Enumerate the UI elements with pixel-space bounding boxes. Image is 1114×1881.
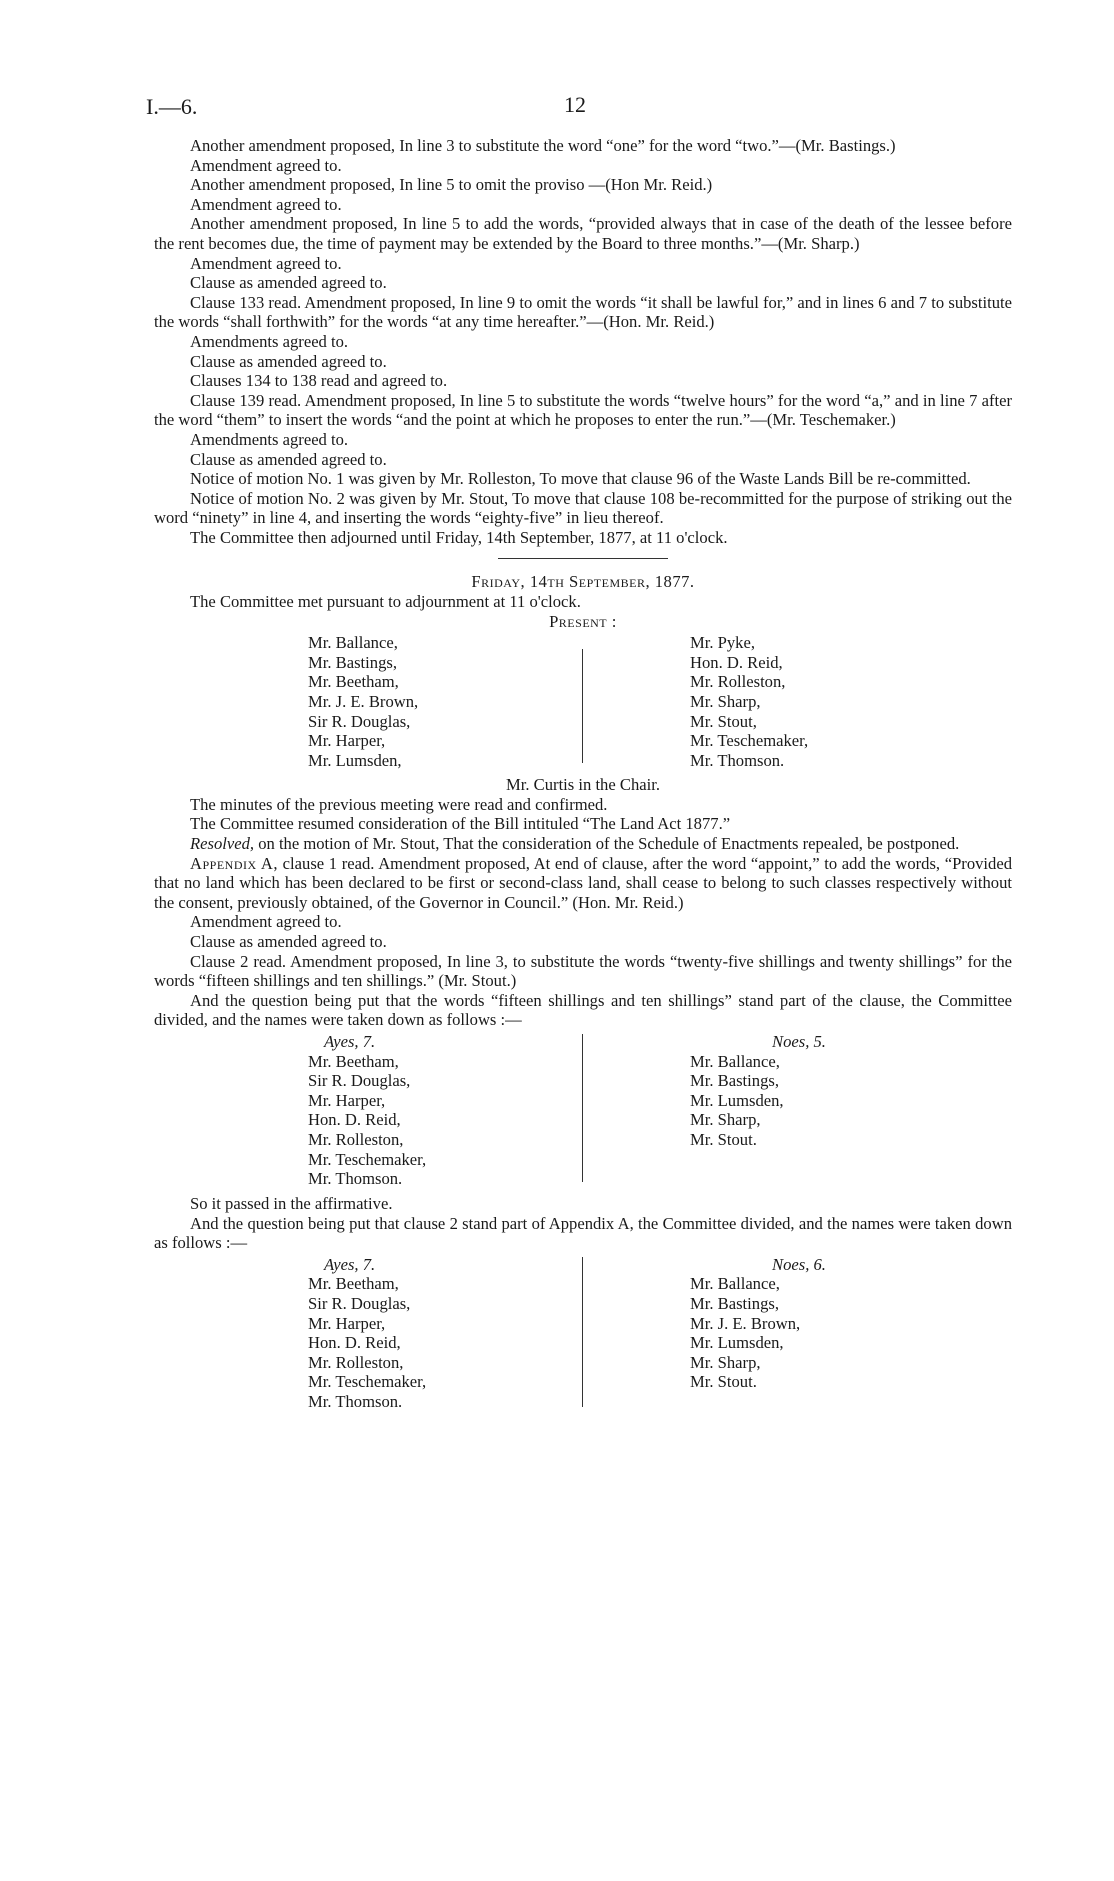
member-name: Mr. Beetham, xyxy=(308,1274,399,1294)
column-divider xyxy=(582,1034,583,1182)
member-name: Hon. D. Reid, xyxy=(690,652,783,672)
member-name: Mr. Bastings, xyxy=(690,1071,779,1091)
member-name: Mr. Thomson. xyxy=(690,750,785,770)
noes-label: Noes, 5. xyxy=(772,1031,826,1051)
date-heading: Friday, 14th September, 1877. xyxy=(471,572,695,592)
member-name: Mr. Teschemaker, xyxy=(308,1372,427,1392)
member-name: Mr. Beetham, xyxy=(308,1051,399,1071)
paragraph: Clause 139 read. Amendment proposed, In line 5 to substitute the words “twelve hours” for the word “a,” and in line 7 after the word “them” to insert the words “and the point at which he proposes to enter the run.”—(Mr. Teschemaker.) xyxy=(154,390,1012,430)
paragraph: Clause as amended agreed to. xyxy=(190,273,387,293)
minutes-body xyxy=(154,136,1012,1417)
resolved-label: Resolved, xyxy=(190,834,255,854)
member-name: Mr. Harper, xyxy=(308,1090,386,1110)
member-name: Sir R. Douglas, xyxy=(308,1293,411,1313)
division-1 xyxy=(154,1032,1012,1192)
ayes-label: Ayes, 7. xyxy=(324,1031,376,1051)
member-name: Mr. Ballance, xyxy=(690,1051,780,1071)
ayes-column xyxy=(308,1255,426,1412)
paragraph: Notice of motion No. 2 was given by Mr. Stout, To move that clause 108 be-recommitted for the purpose of striking out the word “ninety” in line 4, and inserting the words “eighty-five” in lieu thereof. xyxy=(154,488,1012,528)
member-name: Mr. Thomson. xyxy=(308,1169,403,1189)
paragraph: Amendments agreed to. xyxy=(190,429,349,449)
paragraph: Clause as amended agreed to. xyxy=(190,351,387,371)
paragraph: Another amendment proposed, In line 5 to add the words, “provided always that in case of the death of the lessee before the rent becomes due, the time of payment may be extended by the Board to three months.”—(Mr. Sharp.) xyxy=(154,214,1012,253)
paragraph: Clause as amended agreed to. xyxy=(190,449,387,469)
meeting-line: The Committee met pursuant to adjournment at 11 o'clock. xyxy=(190,592,581,612)
paragraph: The minutes of the previous meeting were read and confirmed. xyxy=(190,794,608,814)
column-divider xyxy=(582,1257,583,1407)
appendix-paragraph xyxy=(154,854,1012,913)
member-name: Mr. J. E. Brown, xyxy=(690,1313,801,1333)
paragraph: The Committee then adjourned until Friday, 14th September, 1877, at 11 o'clock. xyxy=(190,527,728,547)
paragraph: So it passed in the affirmative. xyxy=(190,1193,393,1213)
paragraph: Clause 133 read. Amendment proposed, In line 9 to omit the words “it shall be lawful for,” and in lines 6 and 7 to substitute the words “shall forthwith” for the words “at any time hereafter.”—(Hon. Mr. Reid.) xyxy=(154,292,1012,332)
member-name: Mr. Teschemaker, xyxy=(308,1149,427,1169)
paragraph: Another amendment proposed, In line 5 to omit the proviso —(Hon Mr. Reid.) xyxy=(190,175,713,195)
member-name: Mr. Stout, xyxy=(690,711,757,731)
member-name: Mr. Sharp, xyxy=(690,692,761,712)
member-name: Mr. Stout. xyxy=(690,1372,757,1392)
appendix-text: clause 1 read. Amendment proposed, At end of clause, after the word “appoint,” to add the words, “Provided that no land which has been declared to be first or second-class land, shall cease to belong to such classes respectively without the consent, previously obtained, of the Governor in Council.” (Hon. Mr. Reid.) xyxy=(154,853,1012,912)
member-name: Mr. J. E. Brown, xyxy=(308,692,419,712)
member-name: Sir R. Douglas, xyxy=(308,711,411,731)
member-name: Hon. D. Reid, xyxy=(308,1110,401,1130)
member-name: Mr. Lumsden, xyxy=(308,750,402,770)
paragraph: Amendments agreed to. xyxy=(190,331,349,351)
present-right-column xyxy=(690,633,808,770)
member-name: Mr. Rolleston, xyxy=(690,672,786,692)
paper-reference: I.—6. xyxy=(146,94,198,119)
paragraph: Amendment agreed to. xyxy=(190,194,342,214)
resolved-text: on the motion of Mr. Stout, That the consideration of the Schedule of Enactments repealed, be postponed. xyxy=(254,834,960,854)
paragraph: Notice of motion No. 1 was given by Mr. Rolleston, To move that clause 96 of the Waste Lands Bill be re-committed. xyxy=(190,469,971,489)
member-name: Mr. Harper, xyxy=(308,731,386,751)
paragraph: Clause as amended agreed to. xyxy=(190,932,387,951)
member-name: Mr. Lumsden, xyxy=(690,1333,784,1353)
member-name: Mr. Ballance, xyxy=(690,1274,780,1294)
member-name: Mr. Harper, xyxy=(308,1313,386,1333)
member-name: Mr. Sharp, xyxy=(690,1110,761,1130)
paragraph: And the question being put that clause 2 stand part of Appendix A, the Committee divided, and the names were taken down as follows :— xyxy=(154,1213,1012,1253)
paragraph: And the question being put that the words “fifteen shillings and ten shillings” stand part of the clause, the Committee divided, and the names were taken down as follows :— xyxy=(154,990,1012,1030)
member-name: Mr. Teschemaker, xyxy=(690,731,809,751)
paragraph: Amendment agreed to. xyxy=(190,912,342,932)
member-name: Mr. Thomson. xyxy=(308,1391,403,1411)
member-name: Mr. Lumsden, xyxy=(690,1090,784,1110)
member-name: Mr. Rolleston, xyxy=(308,1352,404,1372)
resolution-paragraph xyxy=(154,834,1012,854)
page-number: 12 xyxy=(564,92,586,117)
member-name: Hon. D. Reid, xyxy=(308,1333,401,1353)
member-name: Mr. Ballance, xyxy=(308,633,398,653)
member-name: Mr. Bastings, xyxy=(690,1293,779,1313)
noes-column xyxy=(690,1255,826,1392)
division-2 xyxy=(154,1255,1012,1415)
paragraph: Clauses 134 to 138 read and agreed to. xyxy=(190,371,448,391)
present-members xyxy=(154,633,1012,773)
ayes-column xyxy=(308,1032,426,1189)
present-heading: Present : xyxy=(549,611,617,631)
member-name: Mr. Stout. xyxy=(690,1129,757,1149)
appendix-label: Appendix A, xyxy=(190,853,279,873)
column-divider xyxy=(582,649,583,763)
member-name: Mr. Rolleston, xyxy=(308,1129,404,1149)
member-name: Mr. Pyke, xyxy=(690,633,755,653)
chair-line: Mr. Curtis in the Chair. xyxy=(506,775,660,795)
paragraph: Amendment agreed to. xyxy=(190,253,342,273)
present-left-column xyxy=(308,633,418,770)
member-name: Mr. Bastings, xyxy=(308,652,397,672)
ayes-label: Ayes, 7. xyxy=(324,1254,376,1274)
noes-label: Noes, 6. xyxy=(772,1254,826,1274)
member-name: Mr. Beetham, xyxy=(308,672,399,692)
member-name: Sir R. Douglas, xyxy=(308,1071,411,1091)
member-name: Mr. Sharp, xyxy=(690,1352,761,1372)
paragraph: Another amendment proposed, In line 3 to substitute the word “one” for the word “two.”—(Mr. Bastings.) xyxy=(190,136,896,155)
section-divider xyxy=(498,558,668,559)
paragraph: The Committee resumed consideration of the Bill intituled “The Land Act 1877.” xyxy=(190,814,731,834)
noes-column xyxy=(690,1032,826,1150)
paragraph: Amendment agreed to. xyxy=(190,155,342,175)
paragraph: Clause 2 read. Amendment proposed, In line 3, to substitute the words “twenty-five shillings and twenty shillings” for the words “fifteen shillings and ten shillings.” (Mr. Stout.) xyxy=(154,951,1012,991)
